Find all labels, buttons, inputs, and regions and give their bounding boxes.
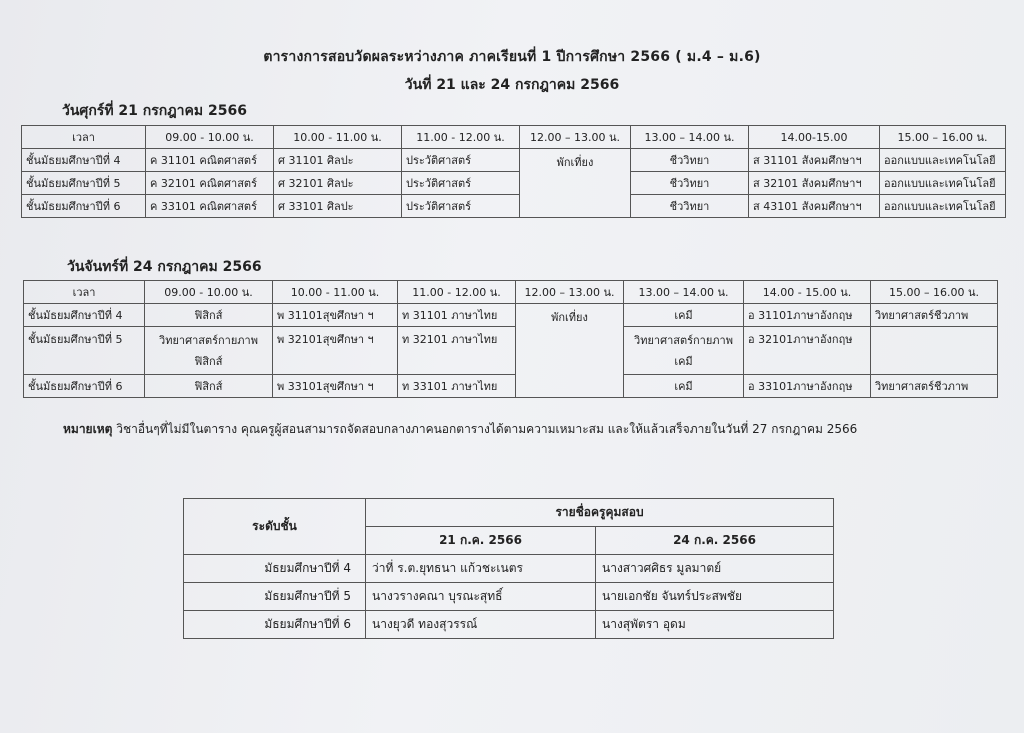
header-level: ระดับชั้น [184,499,366,555]
header-time: เวลา [22,126,146,149]
level-cell: ชั้นมัธยมศึกษาปีที่ 6 [22,195,146,218]
table-row [184,611,834,639]
day1-schedule-table [21,125,1006,218]
subject-cell: วิทยาศาสตร์ชีวภาพ [871,304,998,327]
note-text: วิชาอื่นๆที่ไม่มีในตาราง คุณครูผู้สอนสามารถจัดสอบกลางภาคนอกตารางได้ตามความเหมาะสม และให้แล้วเสร็จภายในวันที่ 27 กรกฎาคม 2566 [112,422,858,436]
header-period-7: 15.00 – 16.00 น. [880,126,1006,149]
subject-cell: ออกแบบและเทคโนโลยี [880,195,1006,218]
subject-cell: อ 33101ภาษาอังกฤษ [744,375,871,398]
header-period-7: 15.00 – 16.00 น. [871,281,998,304]
table-row [24,327,998,375]
subject-cell: ชีววิทยา [631,149,749,172]
table-header-row [24,281,998,304]
header-period-6: 14.00 - 15.00 น. [744,281,871,304]
proctor-name-cell: นางวรางคณา บุรณะสุทธิ์ [366,583,596,611]
subject-cell: ค 32101 คณิตศาสตร์ [146,172,274,195]
lunch-break-cell: พักเที่ยง [516,304,624,398]
table-row [184,555,834,583]
table-row [24,375,998,398]
proctor-name-cell: ว่าที่ ร.ต.ยุทธนา แก้วชะเนตร [366,555,596,583]
table-header-row [184,499,834,527]
document-title: ตารางการสอบวัดผลระหว่างภาค ภาคเรียนที่ 1 ปีการศึกษา 2566 ( ม.4 – ม.6) [263,49,761,65]
level-cell: มัธยมศึกษาปีที่ 6 [184,611,366,639]
level-cell: มัธยมศึกษาปีที่ 4 [184,555,366,583]
subject-cell: ฟิสิกส์ [145,304,273,327]
level-cell: ชั้นมัธยมศึกษาปีที่ 5 [22,172,146,195]
subject-cell: พ 33101สุขศึกษา ฯ [273,375,398,398]
day1-label: วันศุกร์ที่ 21 กรกฎาคม 2566 [62,103,247,119]
subject-cell: ส 43101 สังคมศึกษาฯ [749,195,880,218]
header-period-5: 13.00 – 14.00 น. [624,281,744,304]
subject-cell: ศ 31101 ศิลปะ [274,149,402,172]
subject-cell: ท 33101 ภาษาไทย [398,375,516,398]
header-period-3: 11.00 - 12.00 น. [402,126,520,149]
header-period-5: 13.00 – 14.00 น. [631,126,749,149]
subject-cell: ชีววิทยา [631,172,749,195]
header-period-3: 11.00 - 12.00 น. [398,281,516,304]
table-row [24,304,998,327]
subject-cell: ประวัติศาสตร์ [402,149,520,172]
table-row [22,172,1006,195]
subject-cell: ประวัติศาสตร์ [402,172,520,195]
proctor-name-cell: นายเอกชัย จันทร์ประสพชัย [596,583,834,611]
table-row [184,583,834,611]
subject-cell: ประวัติศาสตร์ [402,195,520,218]
subject-cell: พ 32101สุขศึกษา ฯ [273,327,398,375]
note [63,420,857,439]
header-period-2: 10.00 - 11.00 น. [274,126,402,149]
document-subtitle: วันที่ 21 และ 24 กรกฎาคม 2566 [404,77,620,93]
subject-cell: ค 31101 คณิตศาสตร์ [146,149,274,172]
level-cell: มัธยมศึกษาปีที่ 5 [184,583,366,611]
subject-cell: วิทยาศาสตร์ชีวภาพ [871,375,998,398]
subject-cell: พ 31101สุขศึกษา ฯ [273,304,398,327]
table-row [22,149,1006,172]
subject-cell: ออกแบบและเทคโนโลยี [880,149,1006,172]
day2-schedule-table [23,280,998,398]
subject-line: วิทยาศาสตร์กายภาพ [634,333,733,347]
header-period-1: 09.00 - 10.00 น. [146,126,274,149]
subject-cell: ศ 33101 ศิลปะ [274,195,402,218]
subject-cell: อ 32101ภาษาอังกฤษ [744,327,871,375]
header-period-6: 14.00-15.00 [749,126,880,149]
note-label: หมายเหตุ [63,422,113,436]
subject-cell: เคมี [624,304,744,327]
table-header-row [22,126,1006,149]
header-date-2: 24 ก.ค. 2566 [596,527,834,555]
subject-line: วิทยาศาสตร์กายภาพ [159,333,258,347]
subject-cell [145,327,273,375]
header-period-1: 09.00 - 10.00 น. [145,281,273,304]
subject-line: ฟิสิกส์ [194,354,223,368]
table-row [22,195,1006,218]
subject-cell [624,327,744,375]
header-period-2: 10.00 - 11.00 น. [273,281,398,304]
header-period-4: 12.00 – 13.00 น. [520,126,631,149]
subject-cell: อ 31101ภาษาอังกฤษ [744,304,871,327]
proctor-table [183,498,834,639]
day2-label: วันจันทร์ที่ 24 กรกฎาคม 2566 [67,259,262,275]
header-time: เวลา [24,281,145,304]
proctor-name-cell: นางยุวดี ทองสุวรรณ์ [366,611,596,639]
subject-cell [871,327,998,375]
level-cell: ชั้นมัธยมศึกษาปีที่ 6 [24,375,145,398]
subject-cell: ส 32101 สังคมศึกษาฯ [749,172,880,195]
subject-line: เคมี [674,354,693,368]
subject-cell: ท 32101 ภาษาไทย [398,327,516,375]
subject-cell: ชีววิทยา [631,195,749,218]
header-date-1: 21 ก.ค. 2566 [366,527,596,555]
subject-cell: ส 31101 สังคมศึกษาฯ [749,149,880,172]
subject-cell: ค 33101 คณิตศาสตร์ [146,195,274,218]
header-period-4: 12.00 – 13.00 น. [516,281,624,304]
level-cell: ชั้นมัธยมศึกษาปีที่ 4 [22,149,146,172]
subject-cell: ฟิสิกส์ [145,375,273,398]
subject-cell: ศ 32101 ศิลปะ [274,172,402,195]
level-cell: ชั้นมัธยมศึกษาปีที่ 4 [24,304,145,327]
subject-cell: เคมี [624,375,744,398]
lunch-break-cell: พักเที่ยง [520,149,631,218]
header-proctor-names: รายชื่อครูคุมสอบ [366,499,834,527]
level-cell: ชั้นมัธยมศึกษาปีที่ 5 [24,327,145,375]
proctor-name-cell: นางสุพัตรา อุดม [596,611,834,639]
subject-cell: ท 31101 ภาษาไทย [398,304,516,327]
subject-cell: ออกแบบและเทคโนโลยี [880,172,1006,195]
proctor-name-cell: นางสาวศศิธร มูลมาตย์ [596,555,834,583]
